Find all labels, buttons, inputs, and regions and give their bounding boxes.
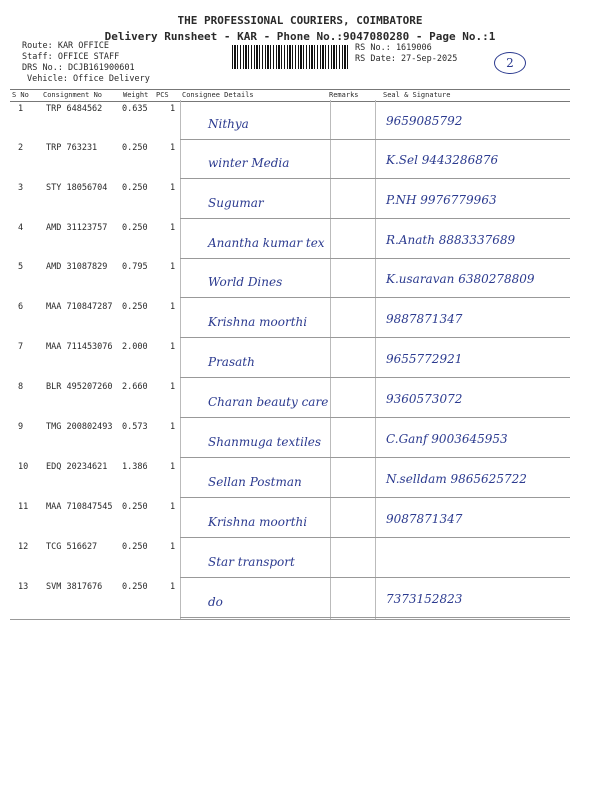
row-pcs: 1: [170, 104, 176, 114]
row-sno: 12: [18, 542, 29, 552]
row-weight: 0.250: [122, 143, 148, 153]
row-sno: 3: [18, 183, 24, 193]
row-signature: 9655772921: [386, 352, 463, 366]
col-pcs: PCS: [156, 91, 169, 99]
row-weight: 1.386: [122, 462, 148, 472]
rs-date: RS Date: 27-Sep-2025: [355, 54, 458, 64]
table-row: [10, 538, 570, 578]
row-weight: 0.635: [122, 104, 148, 114]
row-signature: C.Ganf 9003645953: [386, 432, 508, 446]
row-consignment-no: SVM 3817676: [46, 582, 103, 592]
drs-label: DRS No.: DCJB161900601: [22, 63, 135, 73]
table-row: [10, 498, 570, 538]
row-consignee: World Dines: [208, 275, 283, 289]
row-consignee: Charan beauty care: [208, 395, 329, 409]
row-signature: K.usaravan 6380278809: [386, 272, 535, 286]
row-weight: 0.250: [122, 582, 148, 592]
row-consignment-no: STY 18056704: [46, 183, 108, 193]
row-consignment-no: TRP 6484562: [46, 104, 103, 114]
rs-number: RS No.: 1619006: [355, 43, 432, 53]
row-weight: 0.573: [122, 422, 148, 432]
row-pcs: 1: [170, 542, 176, 552]
table-row: [10, 338, 570, 378]
row-pcs: 1: [170, 262, 176, 272]
table-row: [10, 219, 570, 259]
row-signature: 9659085792: [386, 114, 463, 128]
table-row: [10, 179, 570, 219]
row-signature: 9887871347: [386, 312, 463, 326]
row-pcs: 1: [170, 143, 176, 153]
row-consignee: Star transport: [208, 555, 295, 569]
row-consignee: Krishna moorthi: [208, 315, 308, 329]
row-sno: 1: [18, 104, 24, 114]
barcode-image: [232, 45, 350, 69]
row-consignment-no: BLR 495207260: [46, 382, 113, 392]
table-row: [10, 578, 570, 618]
row-signature: 9360573072: [386, 392, 463, 406]
col-consignment: Consignment No: [43, 91, 103, 99]
rs-info: [355, 43, 457, 65]
document-subtitle: Delivery Runsheet - KAR - Phone No.:9047080280 - Page No.:1: [104, 30, 496, 43]
row-consignment-no: TRP 763231: [46, 143, 98, 153]
row-sno: 6: [18, 302, 24, 312]
page-mark-circle: 2: [494, 52, 526, 74]
route-info: [22, 41, 119, 63]
row-sno: 9: [18, 422, 24, 432]
table-row: [10, 258, 570, 298]
row-pcs: 1: [170, 462, 176, 472]
row-consignee: Sugumar: [208, 196, 264, 210]
row-pcs: 1: [170, 382, 176, 392]
row-consignee: Nithya: [208, 117, 249, 131]
row-signature: N.selldam 9865625722: [386, 472, 527, 486]
row-sno: 2: [18, 143, 24, 153]
row-weight: 0.250: [122, 502, 148, 512]
row-signature: 9087871347: [386, 512, 463, 526]
row-consignee: Anantha kumar tex: [208, 236, 325, 250]
table-row: [10, 139, 570, 179]
row-sno: 7: [18, 342, 24, 352]
row-consignment-no: TCG 516627: [46, 542, 98, 552]
row-consignment-no: TMG 200802493: [46, 422, 113, 432]
table-row: [10, 378, 570, 418]
row-consignee: Prasath: [208, 355, 255, 369]
row-pcs: 1: [170, 302, 176, 312]
row-pcs: 1: [170, 582, 176, 592]
row-consignment-no: MAA 710847287: [46, 302, 113, 312]
row-consignment-no: MAA 711453076: [46, 342, 113, 352]
row-signature: K.Sel 9443286876: [386, 153, 499, 167]
row-consignment-no: EDQ 20234621: [46, 462, 108, 472]
row-consignee: Krishna moorthi: [208, 515, 308, 529]
row-weight: 0.250: [122, 223, 148, 233]
row-sno: 10: [18, 462, 29, 472]
row-consignee: Shanmuga textiles: [208, 435, 322, 449]
row-consignment-no: AMD 31087829: [46, 262, 108, 272]
row-consignee: do: [208, 595, 223, 609]
vehicle-label: Vehicle: Office Delivery: [27, 74, 150, 84]
col-consignee: Consignee Details: [182, 91, 254, 99]
col-signature: Seal & Signature: [383, 91, 451, 99]
row-sno: 8: [18, 382, 24, 392]
row-consignee: winter Media: [208, 156, 290, 170]
document-title: THE PROFESSIONAL COURIERS, COIMBATORE: [177, 14, 423, 27]
table-row: [10, 298, 570, 338]
row-pcs: 1: [170, 223, 176, 233]
row-weight: 0.250: [122, 302, 148, 312]
row-sno: 11: [18, 502, 29, 512]
row-consignment-no: AMD 31123757: [46, 223, 108, 233]
row-weight: 2.660: [122, 382, 148, 392]
row-pcs: 1: [170, 502, 176, 512]
row-sno: 5: [18, 262, 24, 272]
row-signature: R.Anath 8883337689: [386, 233, 516, 247]
route-label: Route: KAR OFFICE: [22, 41, 109, 51]
row-sno: 13: [18, 582, 29, 592]
row-sno: 4: [18, 223, 24, 233]
col-remarks: Remarks: [329, 91, 359, 99]
row-signature: P.NH 9976779963: [386, 193, 497, 207]
table-bottom-border: [10, 619, 570, 620]
row-pcs: 1: [170, 422, 176, 432]
row-weight: 2.000: [122, 342, 148, 352]
row-weight: 0.795: [122, 262, 148, 272]
row-pcs: 1: [170, 342, 176, 352]
table-row: [10, 458, 570, 498]
col-weight: Weight: [123, 91, 149, 99]
row-weight: 0.250: [122, 183, 148, 193]
staff-label: Staff: OFFICE STAFF: [22, 52, 120, 62]
table-row: [10, 100, 570, 140]
table-row: [10, 418, 570, 458]
drs-info: [22, 63, 150, 85]
row-divider: [180, 617, 570, 618]
row-signature: 7373152823: [386, 592, 463, 606]
row-consignee: Sellan Postman: [208, 475, 302, 489]
row-weight: 0.250: [122, 542, 148, 552]
col-sno: S No: [12, 91, 29, 99]
row-consignment-no: MAA 710847545: [46, 502, 113, 512]
row-pcs: 1: [170, 183, 176, 193]
